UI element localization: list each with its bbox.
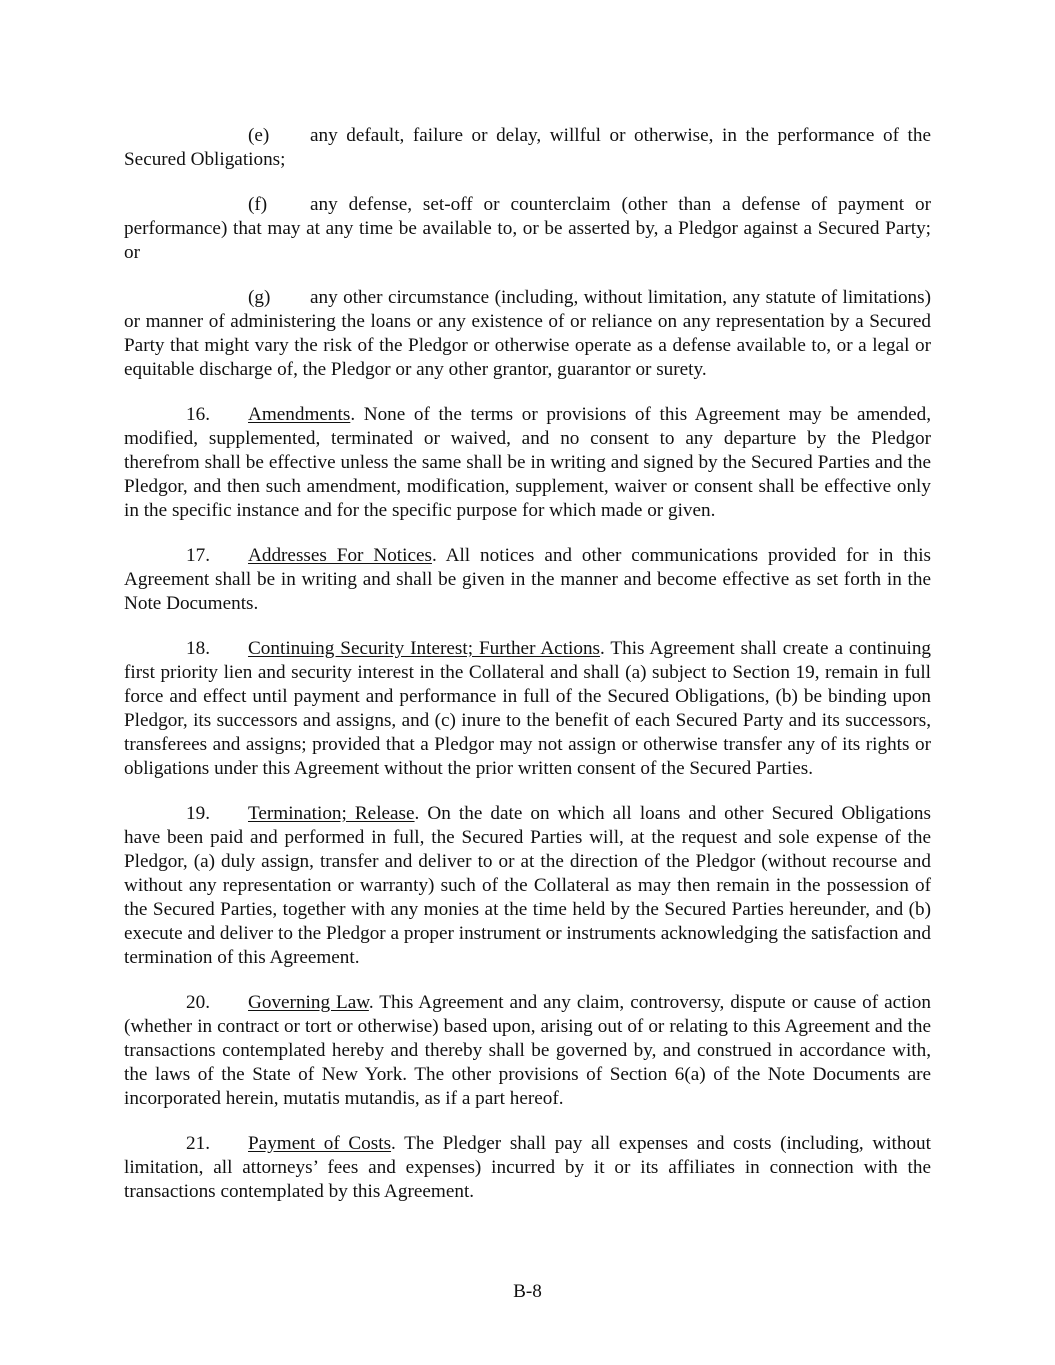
section-18 bbox=[124, 637, 931, 781]
section-text: . The Pledger shall pay all expenses and costs (including, without limitation, all attorneys’ fees and expenses) incurred by it or its affiliates in connection with the transactions contemplated by this Agreement. bbox=[124, 1133, 931, 1202]
section-heading: Continuing Security Interest; Further Actions bbox=[248, 638, 601, 659]
section-number: 18. bbox=[186, 638, 210, 659]
section-heading: Governing Law bbox=[248, 992, 369, 1013]
section-text: . All notices and other communications provided for in this Agreement shall be in writing and shall be given in the manner and become effective as set forth in the Note Documents. bbox=[124, 545, 931, 614]
section-heading: Amendments bbox=[248, 404, 351, 425]
section-number: 20. bbox=[186, 992, 210, 1013]
clause-label: (g) bbox=[248, 287, 271, 308]
section-number: 19. bbox=[186, 803, 210, 824]
section-17 bbox=[124, 544, 931, 616]
section-heading: Payment of Costs bbox=[248, 1133, 392, 1154]
section-20 bbox=[124, 991, 931, 1111]
section-text: . On the date on which all loans and other Secured Obligations have been paid and performed in full, the Secured Parties will, at the request and sole expense of the Pledgor, (a) duly assign, transfer and deliver to or at the direction of the Pledgor (without recourse and without any representation or warranty) such of the Collateral as may then remain in the possession of the Secured Parties, together with any monies at the time held by the Secured Parties hereunder, and (b) execute and deliver to the Pledgor a proper instrument or instruments acknowledging the satisfaction and termination of this Agreement. bbox=[124, 803, 931, 968]
clause-label: (f) bbox=[248, 194, 268, 215]
section-16 bbox=[124, 403, 931, 523]
section-21 bbox=[124, 1132, 931, 1204]
section-number: 21. bbox=[186, 1133, 210, 1154]
clause-f bbox=[124, 193, 931, 265]
section-heading: Termination; Release bbox=[248, 803, 415, 824]
section-text: . This Agreement shall create a continuing first priority lien and security interest in the Collateral and shall (a) subject to Section 19, remain in full force and effect until payment and performance in full of the Secured Obligations, (b) be binding upon Pledgor, its successors and assigns, and (c) inure to the benefit of each Secured Party and its successors, transferees and assigns; provided that a Pledgor may not assign or otherwise transfer any of its rights or obligations under this Agreement without the prior written consent of the Secured Parties. bbox=[124, 638, 932, 779]
section-heading: Addresses For Notices bbox=[248, 545, 432, 566]
clause-e bbox=[124, 124, 931, 172]
clause-text: any other circumstance (including, without limitation, any statute of limitations) or manner of administering the loans or any existence of or reliance on any representation by a Secured Party that might vary the risk of the Pledgor or otherwise operate as a defense available to, or a legal or equitable discharge of, the Pledgor or any other grantor, guarantor or surety. bbox=[124, 287, 931, 380]
section-number: 16. bbox=[186, 404, 210, 425]
section-number: 17. bbox=[186, 545, 210, 566]
clause-text: any default, failure or delay, willful or otherwise, in the performance of the Secured Obligations; bbox=[124, 125, 931, 170]
page-number: B-8 bbox=[513, 1281, 542, 1302]
section-19 bbox=[124, 802, 931, 970]
section-text: . This Agreement and any claim, controversy, dispute or cause of action (whether in contract or tort or otherwise) based upon, arising out of or relating to this Agreement and the transactions contemplated hereby and thereby shall be governed by, and construed in accordance with, the laws of the State of New York. The other provisions of Section 6(a) of the Note Documents are incorporated herein, mutatis mutandis, as if a part hereof. bbox=[124, 992, 931, 1109]
clause-g bbox=[124, 286, 931, 382]
clause-text: any defense, set-off or counterclaim (other than a defense of payment or performance) that may at any time be available to, or be asserted by, a Pledgor against a Secured Party; or bbox=[124, 194, 931, 263]
document-page bbox=[124, 124, 931, 1225]
section-text: . None of the terms or provisions of this Agreement may be amended, modified, supplemented, terminated or waived, and no consent to any departure by the Pledgor therefrom shall be effective unless the same shall be in writing and signed by the Secured Parties and the Pledgor, and then such amendment, modification, supplement, waiver or consent shall be effective only in the specific instance and for the specific purpose for which made or given. bbox=[124, 404, 931, 521]
clause-label: (e) bbox=[248, 125, 270, 146]
